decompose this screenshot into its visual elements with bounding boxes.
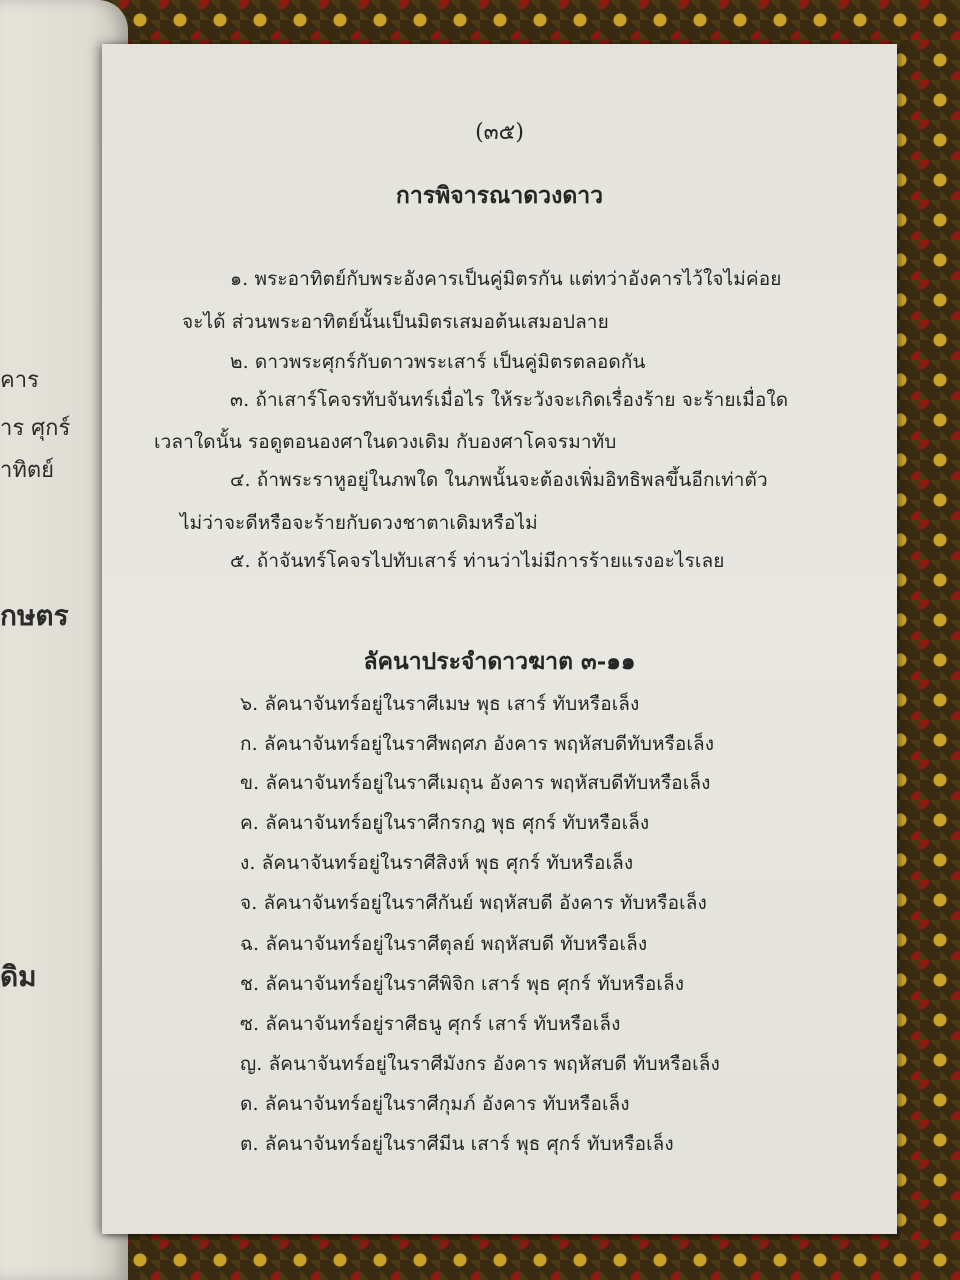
left-page-fragment: าทิตย์ bbox=[0, 458, 55, 483]
left-page-fragment: คาร bbox=[0, 368, 39, 393]
text-line: ง. ลัคนาจันทร์อยู่ในราศีสิงห์ พุธ ศุกร์ ทับหรือเล็ง bbox=[240, 852, 634, 874]
text-line: ข. ลัคนาจันทร์อยู่ในราศีเมถุน อังคาร พฤหัสบดีทับหรือเล็ง bbox=[240, 772, 711, 794]
text-line: ๔. ถ้าพระราหูอยู่ในภพใด ในภพนั้นจะต้องเพิ่มอิทธิพลขึ้นอีกเท่าตัว bbox=[230, 469, 768, 491]
main-page bbox=[102, 44, 897, 1234]
text-line: จะได้ ส่วนพระอาทิตย์นั้นเป็นมิตรเสมอต้นเสมอปลาย bbox=[182, 311, 609, 333]
section-title: การพิจารณาดวงดาว bbox=[395, 182, 604, 209]
text-line: จ. ลัคนาจันทร์อยู่ในราศีกันย์ พฤหัสบดี อังคาร ทับหรือเล็ง bbox=[240, 892, 707, 914]
text-line: ๑. พระอาทิตย์กับพระอังคารเป็นคู่มิตรกัน แต่ทว่าอังคารไว้ใจไม่ค่อย bbox=[230, 268, 782, 290]
text-line: ๖. ลัคนาจันทร์อยู่ในราศีเมษ พุธ เสาร์ ทับหรือเล็ง bbox=[240, 693, 640, 715]
text-line: ก. ลัคนาจันทร์อยู่ในราศีพฤศภ อังคาร พฤหัสบดีทับหรือเล็ง bbox=[240, 733, 715, 755]
text-line: ฉ. ลัคนาจันทร์อยู่ในราศีตุลย์ พฤหัสบดี ทับหรือเล็ง bbox=[240, 933, 648, 955]
text-line: ๓. ถ้าเสาร์โคจรทับจันทร์เมื่อไร ให้ระวังจะเกิดเรื่องร้าย จะร้ายเมื่อใด bbox=[230, 389, 789, 411]
left-page-fragment: กษตร bbox=[0, 599, 69, 632]
left-page-fragment: าร ศุกร์ bbox=[0, 416, 71, 441]
text-line: เวลาใดนั้น รอดูตอนองศาในดวงเดิม กับองศาโคจรมาทับ bbox=[154, 431, 617, 453]
text-line: ไม่ว่าจะดีหรือจะร้ายกับดวงชาตาเดิมหรือไม่ bbox=[180, 512, 538, 534]
text-line: ด. ลัคนาจันทร์อยู่ในราศีกุมภ์ อังคาร ทับหรือเล็ง bbox=[240, 1093, 630, 1115]
text-line: ญ. ลัคนาจันทร์อยู่ในราศีมังกร อังคาร พฤหัสบดี ทับหรือเล็ง bbox=[240, 1053, 720, 1075]
section-title: ลัคนาประจำดาวฆาต ๓-๑๑ bbox=[363, 648, 636, 675]
text-line: ช. ลัคนาจันทร์อยู่ในราศีพิจิก เสาร์ พุธ ศุกร์ ทับหรือเล็ง bbox=[240, 973, 685, 995]
text-line: ซ. ลัคนาจันทร์อยู่ราศีธนู ศุกร์ เสาร์ ทับหรือเล็ง bbox=[240, 1013, 621, 1035]
text-line: ๒. ดาวพระศุกร์กับดาวพระเสาร์ เป็นคู่มิตรตลอดกัน bbox=[230, 351, 646, 373]
left-page-fragment: ดิม bbox=[0, 960, 37, 993]
page-number: (๓๕) bbox=[475, 120, 524, 145]
text-line: ต. ลัคนาจันทร์อยู่ในราศีมีน เสาร์ พุธ ศุกร์ ทับหรือเล็ง bbox=[240, 1133, 674, 1155]
text-line: ๕. ถ้าจันทร์โคจรไปทับเสาร์ ท่านว่าไม่มีการร้ายแรงอะไรเลย bbox=[230, 550, 725, 572]
text-line: ค. ลัคนาจันทร์อยู่ในราศีกรกฎ พุธ ศุกร์ ทับหรือเล็ง bbox=[240, 812, 650, 834]
